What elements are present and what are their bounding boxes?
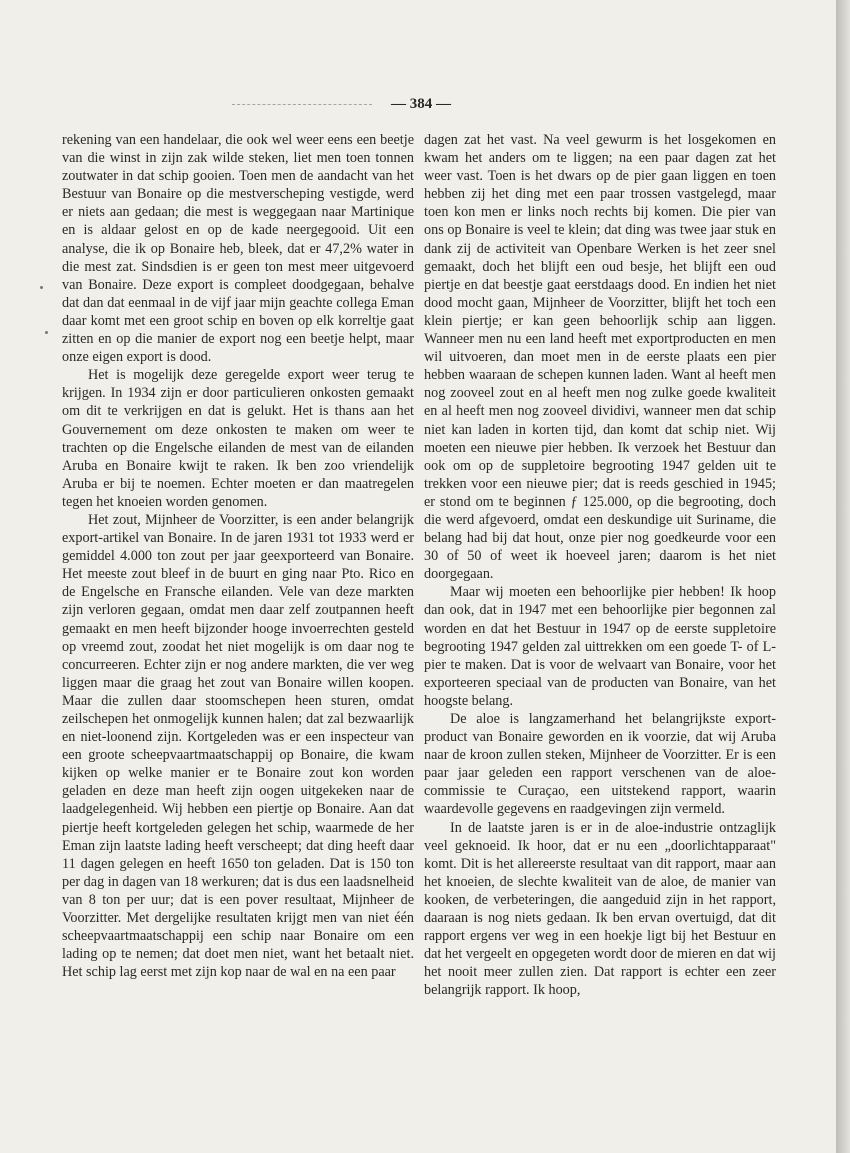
paragraph: rekening van een handelaar, die ook wel weer eens een beetje van die winst in zijn zak wilde steken, liet men toen tonnen zoutwater in dat schip gooien. Toen men de aandacht van het Bestuur van Bonaire op die mestverscheping vestigde, werd er niets aan gedaan; die mest is weggegaan naar Martinique en is aldaar gelost en op de kade neergegooid. Uit een analyse, die ik op Bonaire heb, bleek, dat er 47,2% water in die mest zat. Sindsdien is er geen ton mest meer uitgevoerd van Bonaire. Deze export is compleet doodgegaan, behalve dat dan dat eenmaal in de vijf jaar mijn geachte collega Eman daar komt met een groot schip en boven op elk korreltje gaat zitten en op die manier de export nog een beetje helpt, maar onze eigen export is dood. <box>62 132 414 366</box>
header-rule <box>232 104 372 105</box>
page-edge <box>836 0 850 1153</box>
paragraph: Het is mogelijk deze geregelde export weer terug te krijgen. In 1934 zijn er door particulieren onkosten gemaakt om dit te verkrijgen en dat is gelukt. Het is thans aan het Gouvernement om deze onkosten te maken om weer te trachten op die Engelsche eilanden de mest van de eilanden Aruba en Bonaire kwijt te raken. Ik ben zoo vriendelijk Aruba er bij te noemen. Echter moeten er dan maatregelen tegen het knoeien worden genomen. <box>62 367 414 510</box>
paragraph: Het zout, Mijnheer de Voorzitter, is een ander belangrijk export-artikel van Bonaire. In de jaren 1931 tot 1933 werd er gemiddel 4.000 ton zout per jaar geexporteerd van Bonaire. Het meeste zout bleef in de buurt en ging naar Pto. Rico en de Engelsche en Fransche eilanden. Vele van deze markten zijn verloren gegaan, omdat men daar zelf zoutpannen heeft gemaakt en men heeft bijzonder hooge invoerrechten gesteld op vreemd zout, zoodat het niet mogelijk is om daar nog te concurreeren. Echter zijn er nog andere markten, die ver weg liggen maar die graag het zout van Bonaire willen koopen. Maar die zullen daar stoomschepen heen sturen, omdat zeilschepen het onmogelijk kunnen halen; dat zal bezwaarlijk en niet-loonend zijn. Kortgeleden was er een inspecteur van een groote scheepvaartmaatschappij op Bonaire, die kwam kijken op welke manier er te Bonaire zout kon worden geladen en deze man heeft zijn oogen uitgekeken naar de laadgelegenheid. Wij hebben een piertje op Bonaire. Aan dat piertje heeft kortgeleden gelegen het schip, waarmede de her Eman zijn laatste lading heeft verscheept; dat ding heeft daar 11 dagen gelegen en heeft 1650 ton geladen. Dat is 150 ton per dag in dagen van 18 werkuren; dat is dus een laadsnelheid van 8 ton per uur; dat is een pover resultaat, Mijnheer de Voorzitter. Met dergelijke resultaten krijgt men van niet één scheepvaartmaatschappij een schip naar Bonaire om een lading op te nemen; dat doet men niet, want het betaalt niet. Het schip lag eerst met zijn kop naar de wal en na een paar <box>62 511 414 981</box>
left-column <box>62 131 414 1091</box>
paragraph: dagen zat het vast. Na veel gewurm is het losgekomen en kwam het anders om te liggen; na een paar dagen zat het weer vast. Toen is het dwars op de pier gaan liggen en toen hebben zij het ding met een paar trossen vastgelegd, maar toen kon men er links noch rechts bij komen. Die pier van ons op Bonaire is veel te klein; dat ding was twee jaar stuk en dank zij de activiteit van Openbare Werken is het zeer snel gemaakt, doch het blijft een oud besje, het blijft een oud piertje en dat beestje gaat eerstdaags dood. En indien het niet dood mocht gaan, Mijnheer de Voorzitter, blijft het toch een klein piertje; er kan geen behoorlijk schip aan liggen. Wanneer men nu een land heeft met exportproducten en men wil uitvoeren, dan moet men in de eerste plaats een pier hebben waaraan de schepen kunnen laden. Want al heeft men nog zooveel zout en al heeft men nog zulke goede kwaliteit en al heeft men nog zooveel dividivi, wanneer men dat schip niet kan laden in korten tijd, dan komt dat schip niet. Wij moeten een nieuwe pier hebben. Ik verzoek het Bestuur dan ook om op de suppletoire begrooting 1947 gelden uit te trekken voor een nieuwe pier; dat is reeds geschied in 1945; er stond om te beginnen ƒ 125.000, op die begrooting, doch die werd afgevoerd, omdat een deskundige uit Suriname, die belang had bij dat hout, onze pier nog goedkeurde voor een 30 of 50 of weet ik hoeveel jaren; daarom is het niet doorgegaan. <box>424 132 776 583</box>
margin-mark <box>45 331 48 334</box>
paragraph: De aloe is langzamerhand het belangrijkste export-product van Bonaire geworden en ik voorzie, dat wij Aruba naar de kroon zullen steken, Mijnheer de Voorzitter. Er is een paar jaar geleden een rapport verschenen van de aloe-commissie te Curaçao, een uitstekend rapport, waarin waardevolle gegevens en raadgevingen zijn vermeld. <box>424 711 776 818</box>
right-column <box>424 131 776 1091</box>
paragraph: Maar wij moeten een behoorlijke pier hebben! Ik hoop dan ook, dat in 1947 met een behoorlijke pier begonnen zal worden en dat het Bestuur in 1947 op de eerste suppletoire begrooting 1947 gelden zal uittrekken om een goede T- of L- pier te maken. Dat is voor de welvaart van Bonaire, voor het exporteeren speciaal van de producten van Bonaire, van het hoogste belang. <box>424 584 776 709</box>
paragraph: In de laatste jaren is er in de aloe-industrie ontzaglijk veel geknoeid. Ik hoor, dat er nu een „doorlichtapparaat" komt. Dit is het allereerste resultaat van dit rapport, maar aan het knoeien, de slechte kwaliteit van de aloe, de manier van kooken, de verbeteringen, die aangeduid zijn in het rapport, daaraan is nog niets gedaan. Ik ben ervan overtuigd, dat dit rapport ergens ver weg in een hoekje ligt bij het Bestuur en dat het vergeelt en opgegeten wordt door de mieren en dat wij het nooit meer zullen zien. Dat rapport is echter een zeer belangrijk rapport. Ik hoop, <box>424 819 776 999</box>
margin-mark <box>40 286 43 289</box>
page-number: — 384 — <box>391 96 451 112</box>
